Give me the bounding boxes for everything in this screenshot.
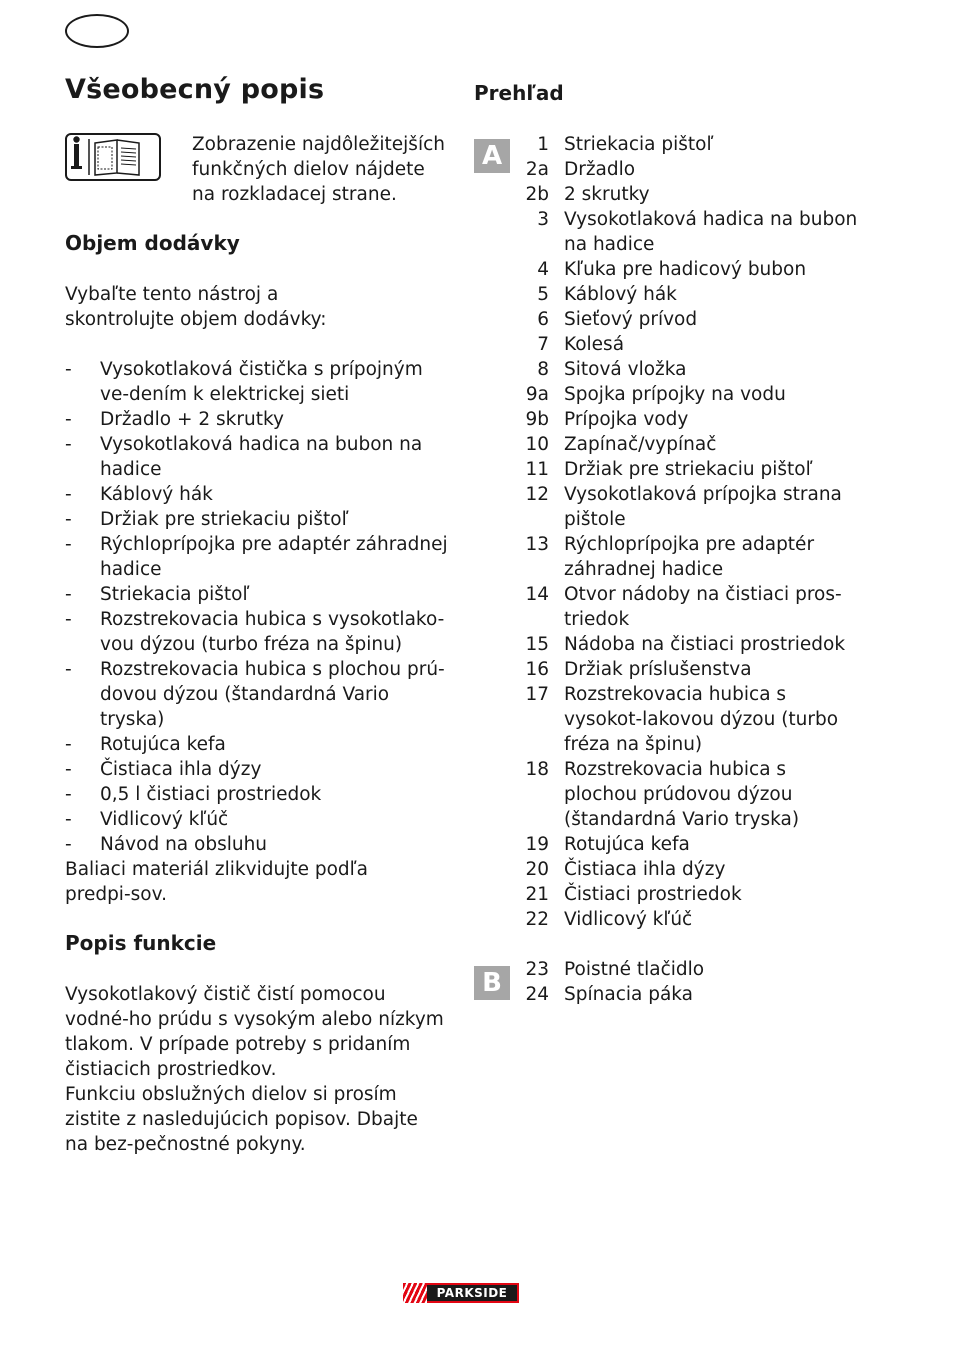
part-number: 14 bbox=[525, 584, 549, 605]
list-item: - Rozstrekovacia hubica s plochou prú-dovou dýzou (štandardná Vario tryska) bbox=[65, 657, 455, 732]
function-paragraph-2: Funkciu obslužných dielov si prosím zistite z nasledujúcich popisov. Dbajte na bez-pečnostné pokyny. bbox=[65, 1084, 418, 1155]
list-item: - Striekacia pištoľ bbox=[65, 582, 455, 607]
part-number: 20 bbox=[525, 859, 549, 880]
list-item: - Káblový hák bbox=[65, 482, 455, 507]
logo-wordmark: PARKSIDE bbox=[427, 1285, 517, 1301]
part-number: 18 bbox=[525, 759, 549, 780]
list-item: - Čistiaca ihla dýzy bbox=[65, 757, 455, 782]
part-label: Kľuka pre hadicový bubon bbox=[564, 259, 807, 280]
part-number: 10 bbox=[525, 434, 549, 455]
logo-stripes bbox=[403, 1283, 427, 1303]
part-label: Káblový hák bbox=[564, 284, 677, 305]
list-item: - Rotujúca kefa bbox=[65, 732, 455, 757]
table-row bbox=[514, 907, 864, 932]
part-label: Poistné tlačidlo bbox=[564, 959, 705, 980]
part-number: 15 bbox=[525, 634, 549, 655]
part-number: 19 bbox=[525, 834, 549, 855]
table-row bbox=[514, 257, 864, 282]
table-row bbox=[514, 832, 864, 857]
part-number: 2b bbox=[525, 184, 549, 205]
table-row bbox=[514, 682, 864, 757]
part-label: Čistiaca ihla dýzy bbox=[564, 859, 726, 880]
table-row bbox=[514, 957, 864, 982]
part-label: 2 skrutky bbox=[564, 184, 650, 205]
list-item: - 0,5 l čistiaci prostriedok bbox=[65, 782, 455, 807]
part-number: 6 bbox=[537, 309, 549, 330]
part-label: Zapínač/vypínač bbox=[564, 434, 717, 455]
parkside-logo bbox=[403, 1283, 519, 1303]
disposal-text: Baliaci materiál zlikvidujte podľa predpi-sov. bbox=[65, 859, 368, 905]
table-row bbox=[514, 857, 864, 882]
table-row bbox=[514, 457, 864, 482]
part-number: 2a bbox=[525, 159, 549, 180]
part-number: 23 bbox=[525, 959, 549, 980]
table-row bbox=[514, 182, 864, 207]
part-label: Sieťový prívod bbox=[564, 309, 698, 330]
part-label: Spínacia páka bbox=[564, 984, 694, 1005]
table-row bbox=[514, 757, 864, 832]
language-badge-outline bbox=[65, 14, 129, 48]
part-number: 22 bbox=[525, 909, 549, 930]
list-item: - Držadlo + 2 skrutky bbox=[65, 407, 455, 432]
part-label: Spojka prípojky na vodu bbox=[564, 384, 786, 405]
part-label: Rýchloprípojka pre adaptér záhradnej hadice bbox=[564, 534, 815, 580]
part-number: 24 bbox=[525, 984, 549, 1005]
section-a-badge: A bbox=[474, 139, 510, 173]
page-title: Všeobecný popis bbox=[65, 74, 325, 105]
part-label: Čistiaci prostriedok bbox=[564, 884, 742, 905]
parts-table-b bbox=[514, 957, 864, 1007]
overview-heading: Prehľad bbox=[474, 81, 564, 105]
table-row bbox=[514, 207, 864, 257]
part-number: 1 bbox=[537, 134, 549, 155]
list-item: - Vysokotlaková hadica na bubon na hadice bbox=[65, 432, 455, 482]
part-label: Rozstrekovacia hubica s vysokot-lakovou dýzou (turbo fréza na špinu) bbox=[564, 684, 839, 755]
list-item: - Rýchloprípojka pre adaptér záhradnej hadice bbox=[65, 532, 455, 582]
parts-table-a bbox=[514, 132, 864, 932]
part-label: Striekacia pištoľ bbox=[564, 134, 714, 155]
list-item: - Návod na obsluhu bbox=[65, 832, 455, 857]
table-row bbox=[514, 482, 864, 532]
part-number: 11 bbox=[525, 459, 549, 480]
list-item: - Vidlicový kľúč bbox=[65, 807, 455, 832]
table-row bbox=[514, 657, 864, 682]
table-row bbox=[514, 532, 864, 582]
part-number: 8 bbox=[537, 359, 549, 380]
table-row bbox=[514, 632, 864, 657]
part-label: Držiak príslušenstva bbox=[564, 659, 752, 680]
function-heading: Popis funkcie bbox=[65, 931, 217, 955]
section-b-badge: B bbox=[474, 966, 510, 1000]
list-item: - Rozstrekovacia hubica s vysokotlako-vou dýzou (turbo fréza na špinu) bbox=[65, 607, 455, 657]
table-row bbox=[514, 157, 864, 182]
part-number: 16 bbox=[525, 659, 549, 680]
part-label: Sitová vložka bbox=[564, 359, 687, 380]
part-number: 17 bbox=[525, 684, 549, 705]
list-item: - Držiak pre striekaciu pištoľ bbox=[65, 507, 455, 532]
table-row bbox=[514, 282, 864, 307]
part-label: Vidlicový kľúč bbox=[564, 909, 693, 930]
function-paragraph-1: Vysokotlakový čistič čistí pomocou vodné-ho prúdu s vysokým alebo nízkym tlakom. V prípade potreby s pridaním čistiacich prostriedkov. bbox=[65, 984, 444, 1080]
part-label: Držadlo bbox=[564, 159, 636, 180]
part-number: 9a bbox=[525, 384, 549, 405]
part-label: Otvor nádoby na čistiaci pros-triedok bbox=[564, 584, 842, 630]
table-row bbox=[514, 882, 864, 907]
part-label: Prípojka vody bbox=[564, 409, 689, 430]
delivery-heading: Objem dodávky bbox=[65, 231, 240, 255]
part-number: 4 bbox=[537, 259, 549, 280]
part-label: Rozstrekovacia hubica s plochou prúdovou dýzou (štandardná Vario tryska) bbox=[564, 759, 800, 830]
part-label: Vysokotlaková prípojka strana pištole bbox=[564, 484, 842, 530]
part-number: 3 bbox=[537, 209, 549, 230]
table-row bbox=[514, 582, 864, 632]
intro-text: Zobrazenie najdôležitejších funkčných dielov nájdete na rozkladacej strane. bbox=[192, 134, 445, 205]
table-row bbox=[514, 357, 864, 382]
table-row bbox=[514, 982, 864, 1007]
part-label: Držiak pre striekaciu pištoľ bbox=[564, 459, 813, 480]
part-number: 13 bbox=[525, 534, 549, 555]
part-label: Rotujúca kefa bbox=[564, 834, 690, 855]
part-number: 9b bbox=[525, 409, 549, 430]
table-row bbox=[514, 332, 864, 357]
part-label: Kolesá bbox=[564, 334, 625, 355]
part-number: 12 bbox=[525, 484, 549, 505]
delivery-list bbox=[65, 357, 455, 857]
list-item: - Vysokotlaková čistička s prípojným ve-dením k elektrickej sieti bbox=[65, 357, 455, 407]
part-label: Nádoba na čistiaci prostriedok bbox=[564, 634, 846, 655]
table-row bbox=[514, 407, 864, 432]
part-number: 5 bbox=[537, 284, 549, 305]
table-row bbox=[514, 307, 864, 332]
part-number: 21 bbox=[525, 884, 549, 905]
table-row bbox=[514, 432, 864, 457]
table-row bbox=[514, 132, 864, 157]
delivery-lead: Vybaľte tento nástroj a skontrolujte objem dodávky: bbox=[65, 284, 327, 330]
info-book-icon bbox=[65, 133, 161, 181]
table-row bbox=[514, 382, 864, 407]
part-label: Vysokotlaková hadica na bubon na hadice bbox=[564, 209, 858, 255]
part-number: 7 bbox=[537, 334, 549, 355]
